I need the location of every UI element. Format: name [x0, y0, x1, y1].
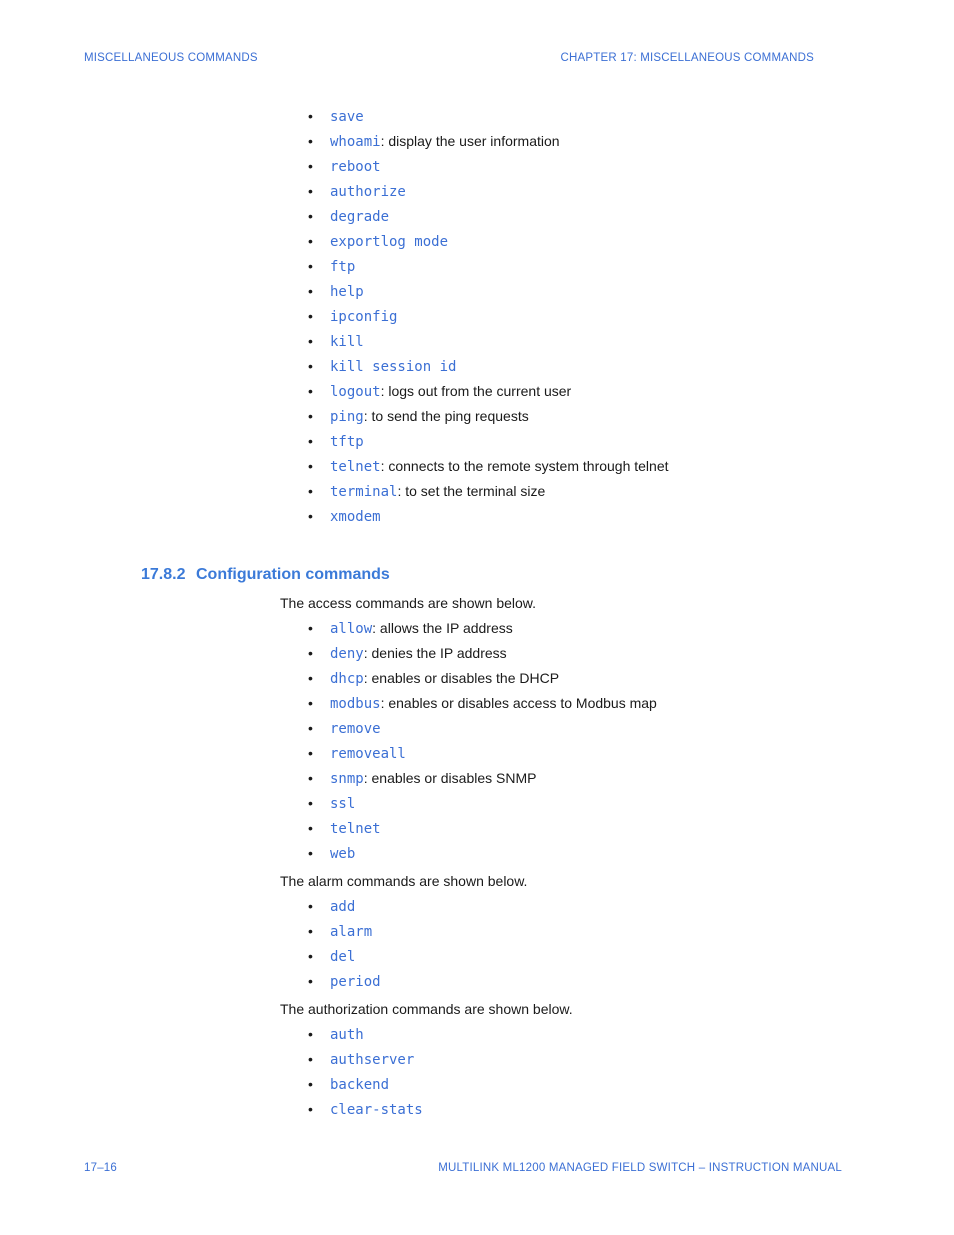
manual-title: MULTILINK ML1200 MANAGED FIELD SWITCH – INSTRUCTION MANUAL [438, 1162, 842, 1174]
list-item [308, 766, 657, 791]
list-item [308, 919, 381, 944]
command-name: web [330, 846, 356, 862]
bullet-icon: • [308, 1026, 313, 1042]
list-item [308, 1072, 423, 1097]
bullet-icon: • [308, 258, 313, 274]
command-name: authorize [330, 184, 406, 200]
command-name: modbus [330, 696, 381, 712]
list-item [308, 504, 669, 529]
bullet-icon: • [308, 483, 313, 499]
list-item [308, 404, 669, 429]
bullet-icon: • [308, 208, 313, 224]
bullet-icon: • [308, 695, 313, 711]
bullet-icon: • [308, 898, 313, 914]
authorization-commands-list [308, 1022, 423, 1122]
list-item [308, 454, 669, 479]
bullet-icon: • [308, 745, 313, 761]
bullet-icon: • [308, 158, 313, 174]
command-name: authserver [330, 1052, 415, 1068]
bullet-icon: • [308, 433, 313, 449]
command-description: : connects to the remote system through telnet [380, 458, 669, 474]
list-item [308, 944, 381, 969]
access-commands-intro: The access commands are shown below. [280, 595, 537, 611]
list-item [308, 894, 381, 919]
bullet-icon: • [308, 458, 313, 474]
command-description: : enables or disables access to Modbus map [380, 695, 657, 711]
bullet-icon: • [308, 133, 313, 149]
list-item [308, 204, 669, 229]
command-name: add [330, 899, 356, 915]
bullet-icon: • [308, 508, 313, 524]
bullet-icon: • [308, 720, 313, 736]
bullet-icon: • [308, 333, 313, 349]
page-number: 17–16 [84, 1162, 117, 1174]
list-item [308, 666, 657, 691]
command-name: telnet [330, 459, 381, 475]
command-description: : display the user information [380, 133, 560, 149]
command-name: auth [330, 1027, 364, 1043]
command-name: remove [330, 721, 381, 737]
command-description: : to send the ping requests [363, 408, 529, 424]
list-item [308, 354, 669, 379]
command-name: deny [330, 646, 364, 662]
bullet-icon: • [308, 820, 313, 836]
bullet-icon: • [308, 948, 313, 964]
list-item [308, 304, 669, 329]
list-item [308, 429, 669, 454]
list-item [308, 129, 669, 154]
command-name: removeall [330, 746, 406, 762]
command-name: ftp [330, 259, 356, 275]
bullet-icon: • [308, 183, 313, 199]
bullet-icon: • [308, 1076, 313, 1092]
general-commands-list [308, 104, 669, 529]
command-name: whoami [330, 134, 381, 150]
list-item [308, 329, 669, 354]
command-name: save [330, 109, 364, 125]
command-name: allow [330, 621, 373, 637]
command-name: kill [330, 334, 364, 350]
list-item [308, 1022, 423, 1047]
authorization-commands-intro: The authorization commands are shown below. [280, 1001, 573, 1017]
command-description: : enables or disables SNMP [363, 770, 537, 786]
section-title: Configuration commands [196, 566, 390, 583]
running-header-left: MISCELLANEOUS COMMANDS [84, 52, 258, 64]
list-item [308, 969, 381, 994]
bullet-icon: • [308, 923, 313, 939]
bullet-icon: • [308, 283, 313, 299]
command-name: xmodem [330, 509, 381, 525]
command-description: : logs out from the current user [380, 383, 572, 399]
list-item [308, 379, 669, 404]
bullet-icon: • [308, 308, 313, 324]
list-item [308, 254, 669, 279]
alarm-commands-intro: The alarm commands are shown below. [280, 873, 528, 889]
command-name: ipconfig [330, 309, 398, 325]
bullet-icon: • [308, 383, 313, 399]
bullet-icon: • [308, 845, 313, 861]
command-name: terminal [330, 484, 398, 500]
list-item [308, 104, 669, 129]
running-header-right: CHAPTER 17: MISCELLANEOUS COMMANDS [560, 52, 814, 64]
bullet-icon: • [308, 973, 313, 989]
command-name: exportlog mode [330, 234, 449, 250]
list-item [308, 616, 657, 641]
list-item [308, 1047, 423, 1072]
command-name: telnet [330, 821, 381, 837]
list-item [308, 1097, 423, 1122]
command-name: backend [330, 1077, 390, 1093]
list-item [308, 479, 669, 504]
bullet-icon: • [308, 770, 313, 786]
list-item [308, 741, 657, 766]
alarm-commands-list [308, 894, 381, 994]
bullet-icon: • [308, 670, 313, 686]
command-name: dhcp [330, 671, 364, 687]
command-name: degrade [330, 209, 390, 225]
command-name: ping [330, 409, 364, 425]
bullet-icon: • [308, 108, 313, 124]
command-description: : enables or disables the DHCP [363, 670, 560, 686]
command-description: : to set the terminal size [397, 483, 546, 499]
bullet-icon: • [308, 1051, 313, 1067]
list-item [308, 279, 669, 304]
bullet-icon: • [308, 1101, 313, 1117]
command-name: ssl [330, 796, 356, 812]
list-item [308, 154, 669, 179]
command-description: : denies the IP address [363, 645, 507, 661]
section-heading [141, 566, 390, 584]
command-name: help [330, 284, 364, 300]
list-item [308, 816, 657, 841]
bullet-icon: • [308, 795, 313, 811]
command-name: del [330, 949, 356, 965]
command-name: logout [330, 384, 381, 400]
list-item [308, 691, 657, 716]
command-name: kill session id [330, 359, 457, 375]
list-item [308, 716, 657, 741]
command-name: tftp [330, 434, 364, 450]
command-name: snmp [330, 771, 364, 787]
list-item [308, 791, 657, 816]
bullet-icon: • [308, 408, 313, 424]
command-description: : allows the IP address [372, 620, 513, 636]
section-number: 17.8.2 [141, 566, 186, 583]
list-item [308, 179, 669, 204]
command-name: reboot [330, 159, 381, 175]
list-item [308, 841, 657, 866]
bullet-icon: • [308, 645, 313, 661]
list-item [308, 229, 669, 254]
bullet-icon: • [308, 620, 313, 636]
bullet-icon: • [308, 233, 313, 249]
bullet-icon: • [308, 358, 313, 374]
command-name: alarm [330, 924, 373, 940]
command-name: period [330, 974, 381, 990]
command-name: clear-stats [330, 1102, 423, 1118]
access-commands-list [308, 616, 657, 866]
list-item [308, 641, 657, 666]
